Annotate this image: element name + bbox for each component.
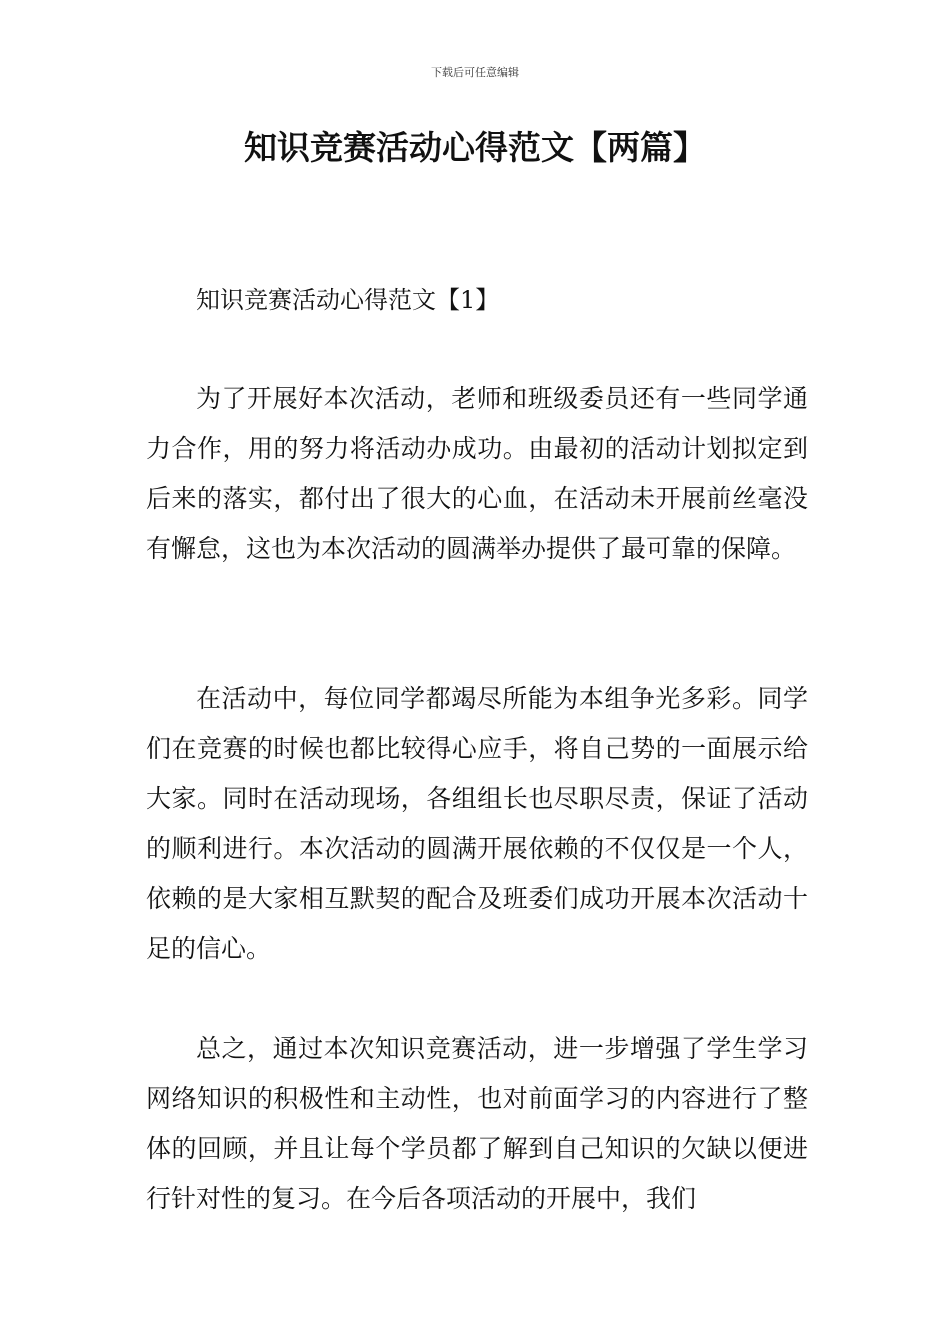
document-title: 知识竞赛活动心得范文【两篇】 <box>244 128 706 167</box>
page-header-note: 下载后可任意编辑 <box>431 66 519 79</box>
body-paragraph-2: 在活动中，每位同学都竭尽所能为本组争光多彩。同学们在竞赛的时候也都比较得心应手，将自己势的一面展示给大家。同时在活动现场，各组组长也尽职尽责，保证了活动的顺利进行。本次活动的圆满开展依赖的不仅仅是一个人，依赖的是大家相互默契的配合及班委们成功开展本次活动十足的信心。 <box>146 684 808 963</box>
body-paragraph-1: 为了开展好本次活动，老师和班级委员还有一些同学通力合作，用的努力将活动办成功。由最初的活动计划拟定到后来的落实，都付出了很大的心血，在活动未开展前丝毫没有懈怠，这也为本次活动的圆满举办提供了最可靠的保障。 <box>146 384 808 563</box>
body-paragraph-3: 总之，通过本次知识竞赛活动，进一步增强了学生学习网络知识的积极性和主动性，也对前面学习的内容进行了整体的回顾，并且让每个学员都了解到自己知识的欠缺以便进行针对性的复习。在今后各项活动的开展中，我们 <box>146 1034 808 1213</box>
section-heading: 知识竞赛活动心得范文【1】 <box>196 286 500 314</box>
